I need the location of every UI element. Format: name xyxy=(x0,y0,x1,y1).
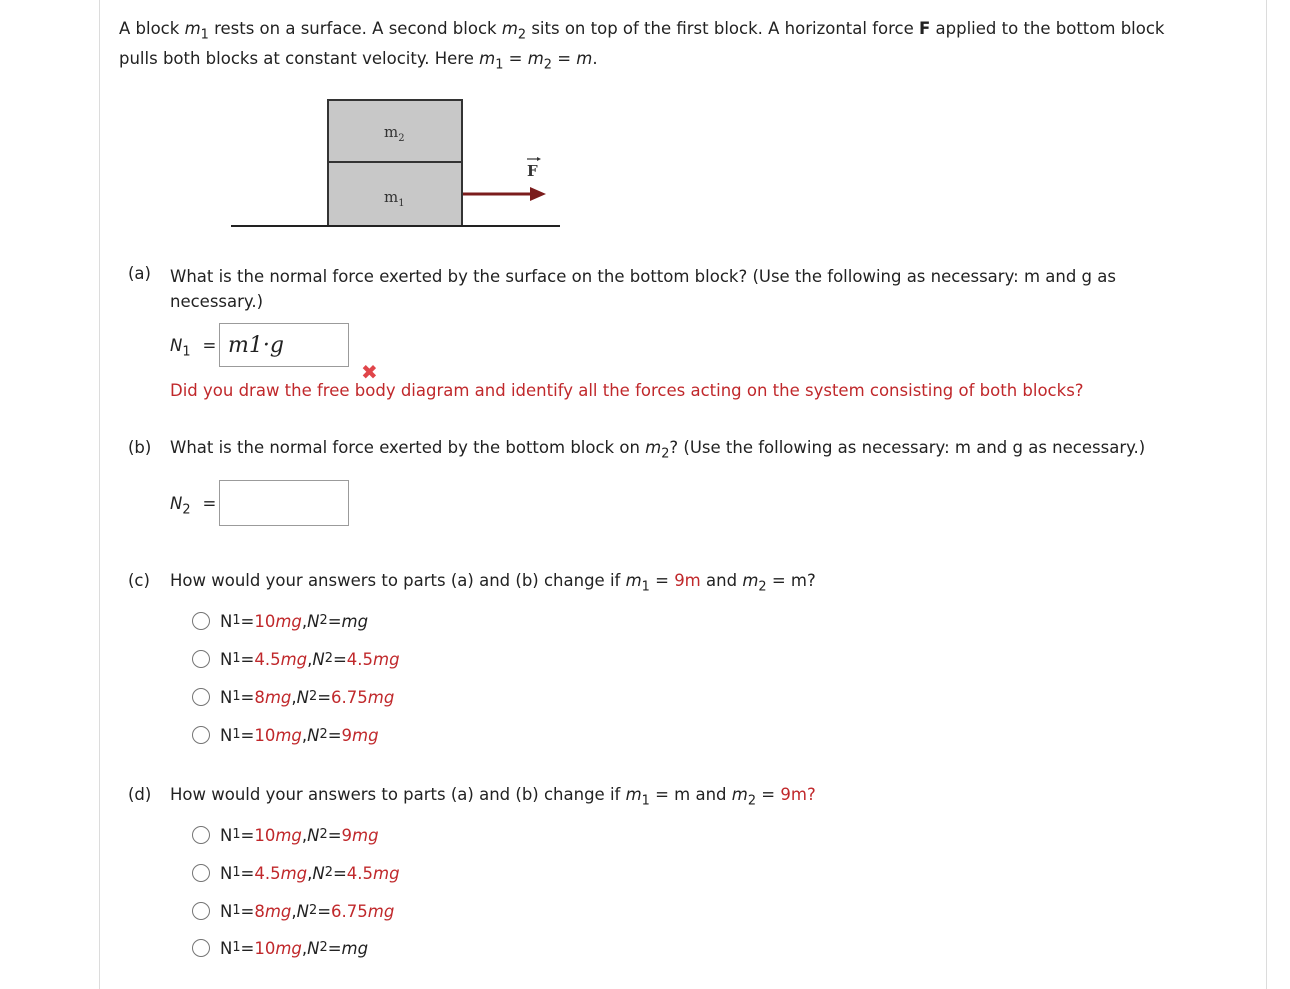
part-a-feedback: Did you draw the free body diagram and identify all the forces acting on the system consisting of both blocks? xyxy=(170,381,1084,400)
blocks-diagram xyxy=(228,96,568,236)
part-d-option-3[interactable]: N 1 = 8 mg , N 2 = 6.75 mg xyxy=(192,897,394,925)
part-a-question: What is the normal force exerted by the surface on the bottom block? (Use the following as necessary: m and g as necessary.) xyxy=(170,267,1116,311)
radio-button[interactable] xyxy=(192,939,210,957)
part-d-question: How would your answers to parts (a) and (b) change if $m_1 = m$ and $m_2 = 9m$? xyxy=(170,785,816,809)
part-a-variable: $N_1$ = xyxy=(170,336,217,360)
force-label: F xyxy=(527,162,538,180)
part-b-question: What is the normal force exerted by the bottom block on $m_2$? (Use the following as necessary: m and g as necessary.) xyxy=(170,438,1146,462)
top-block-label: $m_2$ xyxy=(384,123,405,144)
bottom-block-label: $m_1$ xyxy=(384,188,405,209)
radio-button[interactable] xyxy=(192,650,210,668)
part-d-label: (d) xyxy=(128,785,152,804)
force-arrowhead xyxy=(530,187,546,201)
part-a-answer-input[interactable] xyxy=(220,324,348,366)
problem-statement: A block $m_1$ rests on a surface. A second block $m_2$ sits on top of the first block. A horizontal force F applied to the bottom block pulls both blocks at constant velocity. Here $m_1 = m_2 = m$. xyxy=(119,19,1165,73)
part-b-label: (b) xyxy=(128,438,152,457)
part-b-answer-box[interactable] xyxy=(219,480,349,526)
radio-button[interactable] xyxy=(192,612,210,630)
radio-button[interactable] xyxy=(192,902,210,920)
radio-button[interactable] xyxy=(192,864,210,882)
part-c-option-2[interactable]: N 1 = 4.5 mg , N 2 = 4.5 mg xyxy=(192,645,400,673)
force-vector-symbol: F xyxy=(919,19,931,38)
part-a-answer-box[interactable] xyxy=(219,323,349,367)
radio-button[interactable] xyxy=(192,726,210,744)
part-b-answer-input[interactable] xyxy=(220,481,348,525)
part-c-option-3[interactable]: N 1 = 8 mg , N 2 = 6.75 mg xyxy=(192,683,394,711)
part-c-option-1[interactable]: N 1 = 10 mg , N 2 = mg xyxy=(192,607,368,635)
part-c-label: (c) xyxy=(128,571,150,590)
part-a-label: (a) xyxy=(128,264,151,283)
part-d-option-1[interactable]: N 1 = 10 mg , N 2 = 9 mg xyxy=(192,821,379,849)
radio-button[interactable] xyxy=(192,826,210,844)
part-c-option-4[interactable]: N 1 = 10 mg , N 2 = 9 mg xyxy=(192,721,379,749)
radio-button[interactable] xyxy=(192,688,210,706)
part-c-question: How would your answers to parts (a) and (b) change if $m_1 = 9m$ and $m_2 = m$? xyxy=(170,571,816,595)
incorrect-icon: ✖ xyxy=(361,360,378,384)
part-d-option-2[interactable]: N 1 = 4.5 mg , N 2 = 4.5 mg xyxy=(192,859,400,887)
part-b-variable: $N_2$ = xyxy=(170,494,217,518)
part-d-option-4[interactable]: N 1 = 10 mg , N 2 = mg xyxy=(192,934,368,962)
